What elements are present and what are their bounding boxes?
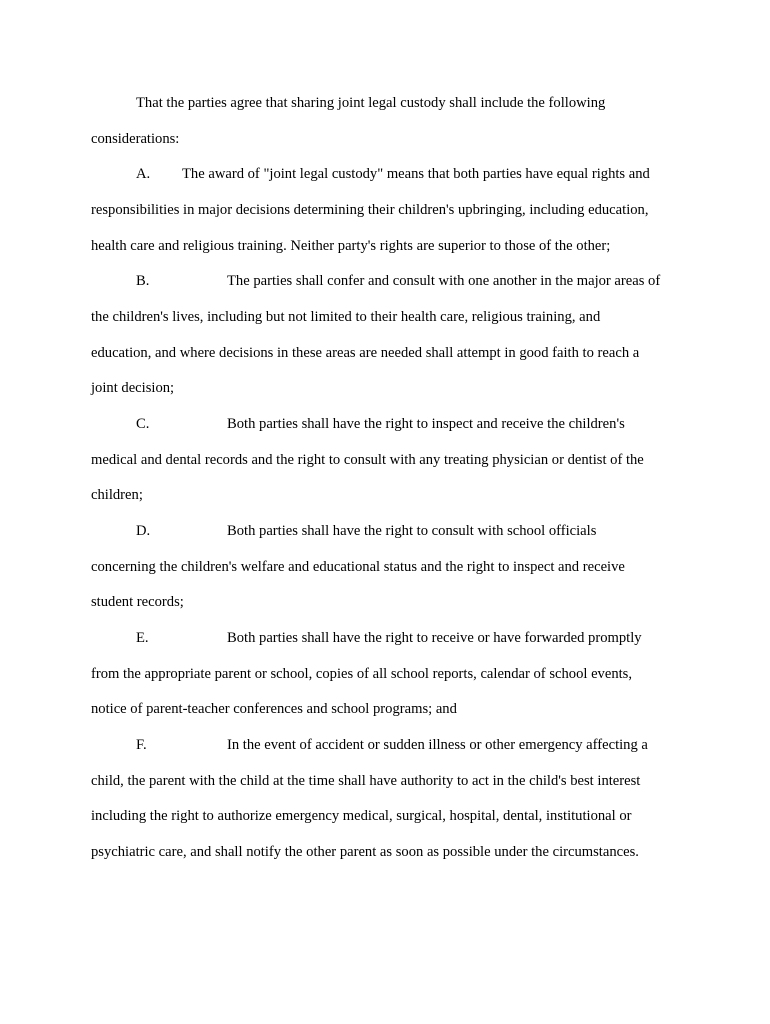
item-d-first-line: [136, 521, 596, 541]
intro-line-1: That the parties agree that sharing joint legal custody shall include the following: [136, 95, 606, 111]
item-c-first-line: [136, 414, 625, 434]
item-c-line-1: Both parties shall have the right to inspect and receive the children's: [227, 416, 625, 432]
item-c-line-3: children;: [91, 487, 143, 503]
item-c-line-2: medical and dental records and the right to consult with any treating physician or dentist of the: [91, 452, 644, 468]
item-f-line-4: psychiatric care, and shall notify the other parent as soon as possible under the circumstances.: [91, 844, 639, 860]
item-e-label: E.: [136, 630, 149, 646]
item-b-line-2: the children's lives, including but not limited to their health care, religious training, and: [91, 309, 601, 325]
item-a-first-line: [136, 164, 650, 184]
item-e-line-3: notice of parent-teacher conferences and school programs; and: [91, 701, 457, 717]
item-f-line-2: child, the parent with the child at the time shall have authority to act in the child's best interest: [91, 773, 641, 789]
item-f-label: F.: [136, 737, 147, 753]
item-e-line-2: from the appropriate parent or school, copies of all school reports, calendar of school events,: [91, 666, 633, 682]
item-b-line-3: education, and where decisions in these areas are needed shall attempt in good faith to reach a: [91, 345, 640, 361]
item-f-line-1: In the event of accident or sudden illness or other emergency affecting a: [227, 737, 648, 753]
item-d-line-3: student records;: [91, 594, 184, 610]
item-e-line-1: Both parties shall have the right to receive or have forwarded promptly: [227, 630, 642, 646]
item-a-line-3: health care and religious training. Neither party's rights are superior to those of the other;: [91, 238, 611, 254]
item-d-line-2: concerning the children's welfare and educational status and the right to inspect and receive: [91, 559, 625, 575]
item-f-first-line: [136, 735, 648, 755]
item-b-first-line: [136, 271, 660, 291]
item-d-label: D.: [136, 523, 151, 539]
item-c-label: C.: [136, 416, 150, 432]
intro-line-2: considerations:: [91, 131, 180, 147]
item-b-line-4: joint decision;: [91, 380, 175, 396]
item-b-label: B.: [136, 273, 150, 289]
item-f-line-3: including the right to authorize emergency medical, surgical, hospital, dental, institutional or: [91, 808, 632, 824]
item-d-line-1: Both parties shall have the right to consult with school officials: [227, 523, 597, 539]
item-a-line-2: responsibilities in major decisions determining their children's upbringing, including education,: [91, 202, 649, 218]
item-a-line-1: The award of "joint legal custody" means that both parties have equal rights and: [182, 166, 650, 182]
item-a-label: A.: [136, 166, 151, 182]
item-e-first-line: [136, 628, 642, 648]
item-b-line-1: The parties shall confer and consult with one another in the major areas of: [227, 273, 661, 289]
